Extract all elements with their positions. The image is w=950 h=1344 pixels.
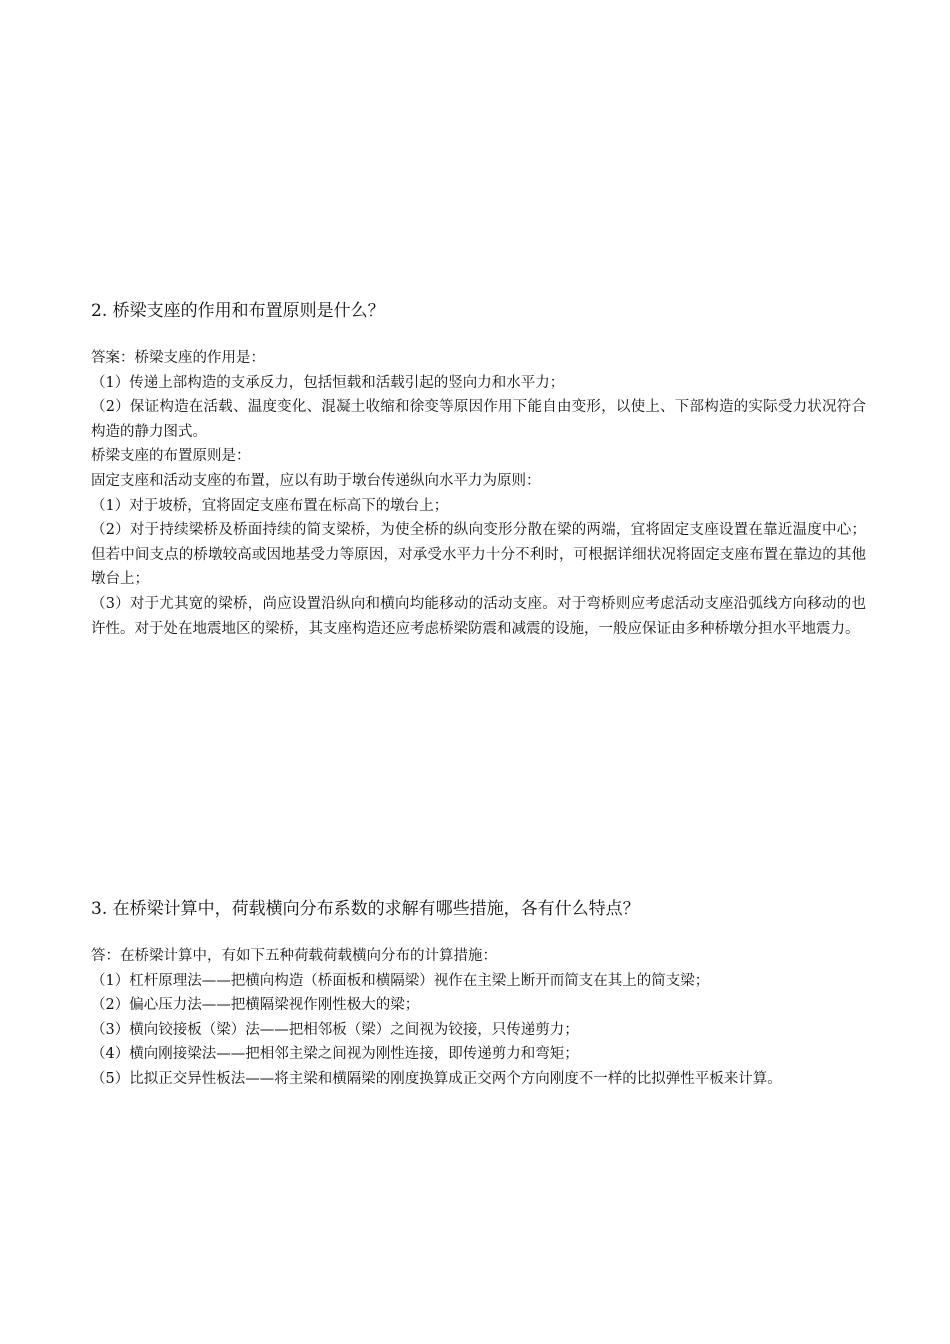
answer-3-intro: 答：在桥梁计算中，有如下五种荷载荷载横向分布的计算措施： (91, 948, 497, 964)
answer-2-layout-title: 桥梁支座的布置原则是： (91, 448, 251, 465)
question-3-section (91, 896, 866, 1092)
answer-3-method-2: （2）偏心压力法——把横隔梁视作刚性极大的梁； (91, 997, 420, 1014)
answer-2-intro: 答案：桥梁支座的作用是： (91, 350, 265, 366)
answer-3-method-1: （1）杠杆原理法——把横向构造（桥面板和横隔梁）视作在主梁上断开而简支在其上的简支梁； (91, 972, 710, 989)
answer-3-method-3: （3）横向铰接板（梁）法——把相邻板（梁）之间视为铰接，只传递剪力； (91, 1021, 579, 1038)
question-2-heading: 2. 桥梁支座的作用和布置原则是什么？ (91, 301, 385, 321)
answer-2-item-2: （2）保证构造在活载、温度变化、混凝土收缩和徐变等原因作用下能自由变形，以使上、下部构造的实际受力状况符合构造的静力图式。 (91, 399, 866, 440)
question-3-heading: 3. 在桥梁计算中，荷载横向分布系数的求解有哪些措施，各有什么特点？ (91, 899, 640, 919)
answer-2-layout-item-3: （3）对于尤其宽的梁桥，尚应设置沿纵向和横向均能移动的活动支座。对于弯桥则应考虑活动支座沿弧线方向移动的也许性。对于处在地震地区的梁桥，其支座构造还应考虑桥梁防震和减震的设施，一般应保证由多种桥墩分担水平地震力。 (91, 595, 866, 637)
answer-2-item-1: （1）传递上部构造的支承反力，包括恒载和活载引起的竖向力和水平力； (91, 374, 565, 391)
answer-2-layout-principle: 固定支座和活动支座的布置，应以有助于墩台传递纵向水平力为原则： (91, 472, 541, 489)
answer-2-layout-item-1: （1）对于坡桥，宜将固定支座布置在标高下的墩台上； (91, 497, 449, 514)
answer-3-method-4: （4）横向刚接梁法——把相邻主梁之间视为刚性连接，即传递剪力和弯矩； (91, 1046, 579, 1063)
answer-3-method-5: （5）比拟正交异性板法——将主梁和横隔梁的刚度换算成正交两个方向刚度不一样的比拟弹性平板来计算。 (91, 1070, 782, 1087)
answer-2-layout-item-2: （2）对于持续梁桥及桥面持续的简支梁桥，为使全桥的纵向变形分散在梁的两端，宜将固定支座设置在靠近温度中心；但若中间支点的桥墩较高或因地基受力等原因，对承受水平力十分不利时，可根据详细状况将固定支座布置在靠边的其他墩台上； (91, 522, 866, 588)
question-2-section (91, 298, 866, 641)
